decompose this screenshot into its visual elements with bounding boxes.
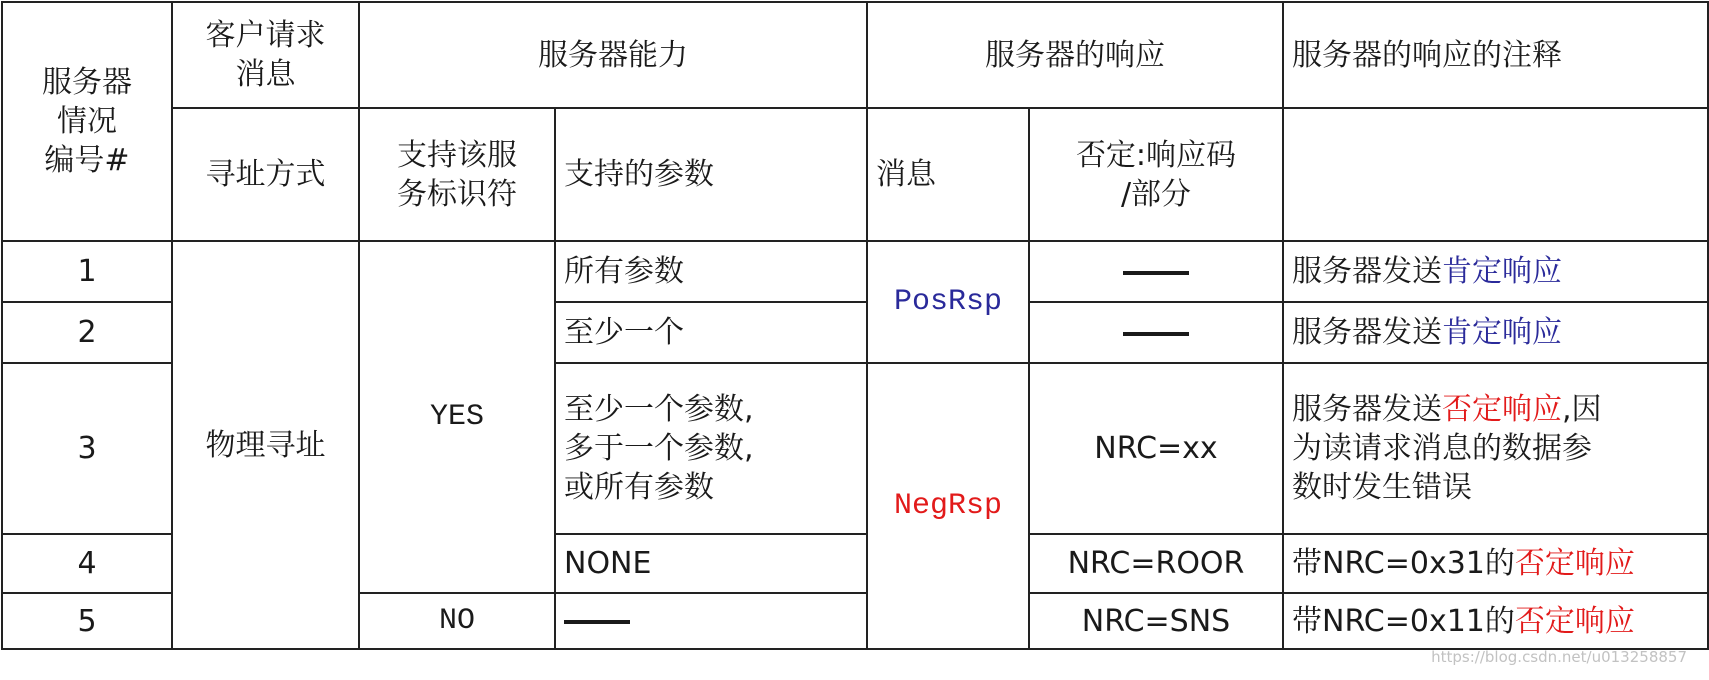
dash-mark bbox=[1123, 271, 1189, 275]
note-cell: 带NRC=0x31的否定响应 bbox=[1283, 534, 1708, 593]
header-client-request: 客户请求 消息 bbox=[172, 2, 359, 108]
note-cell: 服务器发送否定响应,因 为读请求消息的数据参 数时发生错误 bbox=[1283, 363, 1708, 534]
header-sid-support: 支持该服 务标识符 bbox=[359, 108, 555, 241]
response-code-cell: NRC=SNS bbox=[1029, 593, 1283, 649]
negative-response-msg: NegRsp bbox=[867, 363, 1029, 649]
addressing-physical: 物理寻址 bbox=[172, 241, 359, 649]
row-number: 2 bbox=[2, 302, 172, 363]
param-cell: 至少一个 bbox=[555, 302, 867, 363]
header-negative-code: 否定:响应码 /部分 bbox=[1029, 108, 1283, 241]
note-cell: 服务器发送肯定响应 bbox=[1283, 302, 1708, 363]
sid-support-yes: YES bbox=[359, 241, 555, 593]
response-code-cell bbox=[1029, 241, 1283, 302]
response-code-cell: NRC=xx bbox=[1029, 363, 1283, 534]
table-row bbox=[2, 241, 1708, 302]
header-server-response: 服务器的响应 bbox=[867, 2, 1283, 108]
row-number: 1 bbox=[2, 241, 172, 302]
param-cell: NONE bbox=[555, 534, 867, 593]
header-param-support: 支持的参数 bbox=[555, 108, 867, 241]
row-number: 3 bbox=[2, 363, 172, 534]
sid-support-no: NO bbox=[359, 593, 555, 649]
header-case-number: 服务器 情况 编号# bbox=[2, 2, 172, 241]
note-cell: 服务器发送肯定响应 bbox=[1283, 241, 1708, 302]
header-response-note: 服务器的响应的注释 bbox=[1283, 2, 1708, 108]
uds-response-table bbox=[1, 1, 1709, 650]
header-addressing-mode: 寻址方式 bbox=[172, 108, 359, 241]
header-server-capability: 服务器能力 bbox=[359, 2, 867, 108]
note-cell: 带NRC=0x11的否定响应 bbox=[1283, 593, 1708, 649]
header-note-empty bbox=[1283, 108, 1708, 241]
positive-response-msg: PosRsp bbox=[867, 241, 1029, 363]
row-number: 4 bbox=[2, 534, 172, 593]
param-cell: 所有参数 bbox=[555, 241, 867, 302]
param-cell bbox=[555, 593, 867, 649]
watermark-url: https://blog.csdn.net/u013258857 bbox=[1431, 648, 1687, 666]
header-message: 消息 bbox=[867, 108, 1029, 241]
response-code-cell bbox=[1029, 302, 1283, 363]
dash-mark bbox=[1123, 332, 1189, 336]
dash-mark bbox=[564, 620, 630, 624]
row-number: 5 bbox=[2, 593, 172, 649]
header-row-2 bbox=[2, 108, 1708, 241]
header-row-1 bbox=[2, 2, 1708, 108]
response-code-cell: NRC=ROOR bbox=[1029, 534, 1283, 593]
param-cell: 至少一个参数, 多于一个参数, 或所有参数 bbox=[555, 363, 867, 534]
